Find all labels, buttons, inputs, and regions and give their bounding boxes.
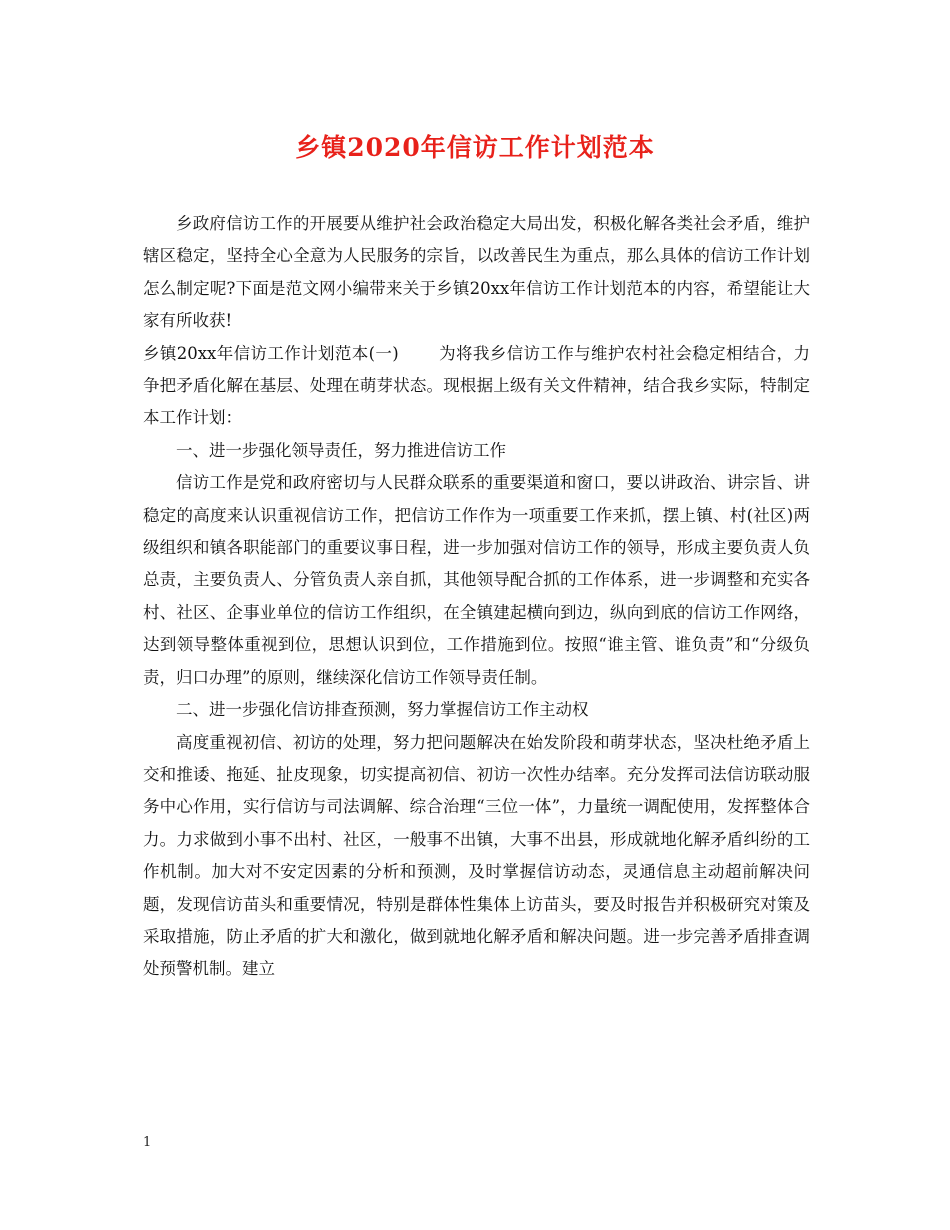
heading-1: 一、进一步强化领导责任，努力推进信访工作 — [176, 440, 506, 460]
document-title: 乡镇2020年信访工作计划范本 — [295, 133, 655, 162]
document-body — [143, 208, 810, 986]
paragraph-1: 信访工作是党和政府密切与人民群众联系的重要渠道和窗口，要以讲政治、讲宗旨、讲稳定的高度来认识重视信访工作，把信访工作作为一项重要工作来抓，摆上镇、村(社区)两级组织和镇各职能部门的重要议事日程，进一步加强对信访工作的领导，形成主要负责人负总责，主要负责人、分管负责人亲自抓，其他领导配合抓的工作体系，进一步调整和充实各村、社区、企事业单位的信访工作组织，在全镇建起横向到边，纵向到底的信访工作网络，达到领导整体重视到位，思想认识到位，工作措施到位。按照“谁主管、谁负责”和“分级负责，归口办理”的原则，继续深化信访工作领导责任制。 — [143, 473, 810, 687]
section-paragraph — [143, 338, 810, 435]
heading-2: 二、进一步强化信访排查预测，努力掌握信访工作主动权 — [176, 700, 589, 720]
section-label: 乡镇20xx年信访工作计划范本(一) — [143, 343, 399, 363]
page-number: 1 — [143, 1135, 152, 1150]
paragraph-2: 高度重视初信、初访的处理，努力把问题解决在始发阶段和萌芽状态，坚决杜绝矛盾上交和推诿、拖延、扯皮现象，切实提高初信、初访一次性办结率。充分发挥司法信访联动服务中心作用，实行信访与司法调解、综合治理“三位一体”，力量统一调配使用，发挥整体合力。力求做到小事不出村、社区，一般事不出镇，大事不出县，形成就地化解矛盾纠纷的工作机制。加大对不安定因素的分析和预测，及时掌握信访动态，灵通信息主动超前解决问题，发现信访苗头和重要情况，特别是群体性集体上访苗头，要及时报告并积极研究对策及采取措施，防止矛盾的扩大和激化，做到就地化解矛盾和解决问题。进一步完善矛盾排查调处预警机制。建立 — [143, 732, 810, 979]
section-text: 为将我乡信访工作与维护农村社会稳定相结合，力争把矛盾化解在基层、处理在萌芽状态。现根据上级有关文件精神，结合我乡实际，特制定本工作计划： — [143, 343, 811, 428]
intro-paragraph: 乡政府信访工作的开展要从维护社会政治稳定大局出发，积极化解各类社会矛盾，维护辖区稳定，坚持全心全意为人民服务的宗旨，以改善民生为重点，那么具体的信访工作计划怎么制定呢?下面是范文网小编带来关于乡镇20xx年信访工作计划范本的内容，希望能让大家有所收获! — [143, 214, 810, 331]
